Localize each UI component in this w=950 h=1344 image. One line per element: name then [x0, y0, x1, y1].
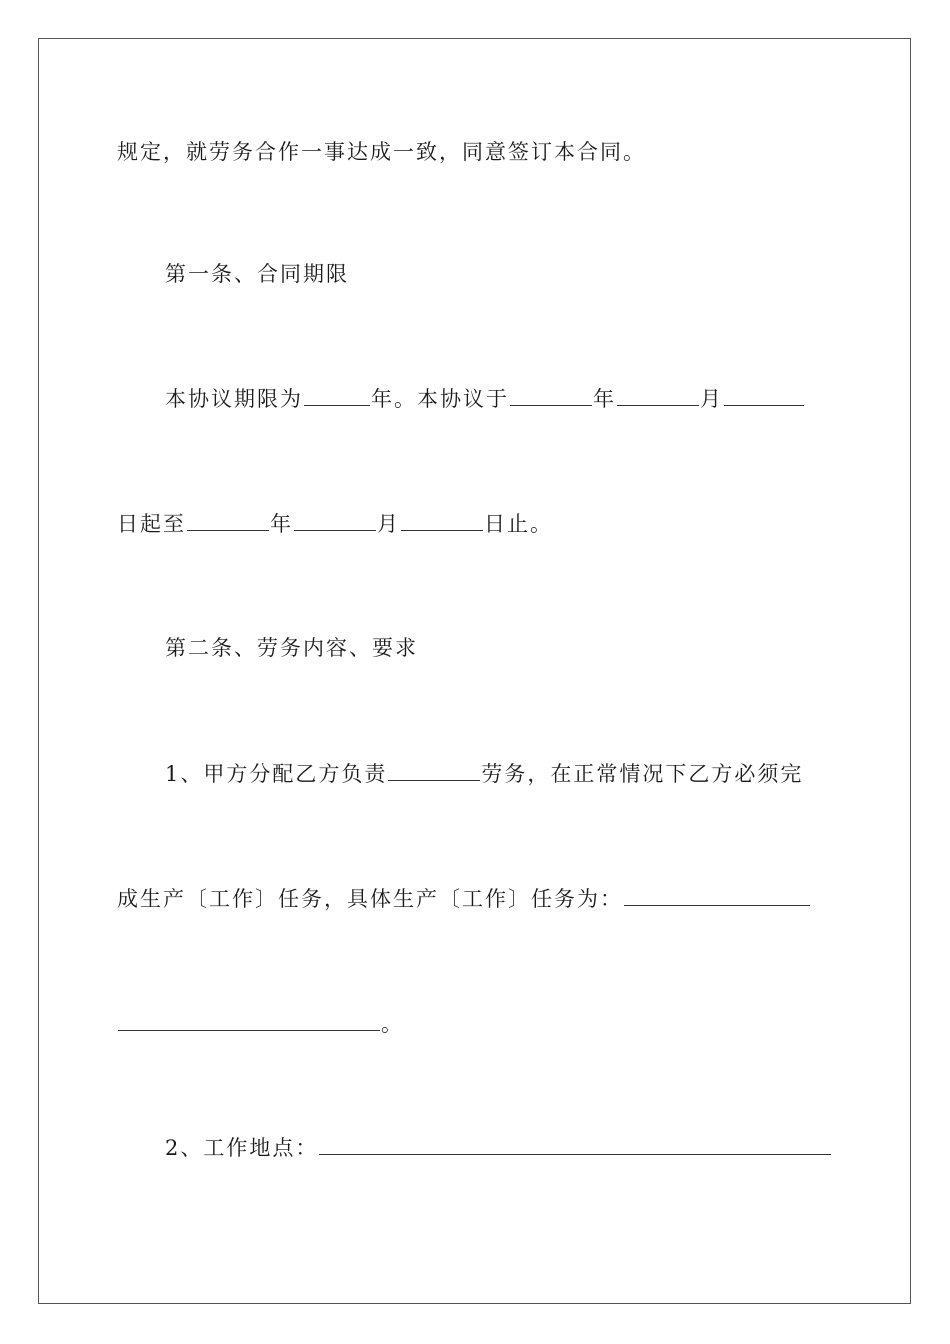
- year-label: 年: [593, 387, 616, 411]
- term-text-b: 年。本协议于: [371, 387, 509, 411]
- item-1-text-c: 成生产〔工作〕任务，具体生产〔工作〕任务为：: [117, 887, 623, 911]
- paragraph-intro: [117, 138, 646, 166]
- task-description-blank[interactable]: [624, 885, 810, 906]
- item-1-line-3: [117, 1010, 404, 1038]
- end-month-blank[interactable]: [294, 510, 376, 531]
- term-paragraph: [165, 385, 805, 413]
- end-day-blank[interactable]: [401, 510, 483, 531]
- end-year-blank[interactable]: [187, 510, 269, 531]
- start-year-blank[interactable]: [510, 385, 592, 406]
- item-1-text-a: 1、甲方分配乙方负责: [165, 762, 388, 786]
- month-label-2: 月: [377, 512, 400, 536]
- day-start-label: 日起至: [117, 512, 186, 536]
- start-day-blank[interactable]: [724, 385, 804, 406]
- term-text-a: 本协议期限为: [165, 387, 303, 411]
- intro-text: 规定，就劳务合作一事达成一致，同意签订本合同。: [117, 140, 646, 164]
- day-end-label: 日止。: [484, 512, 553, 536]
- month-label: 月: [700, 387, 723, 411]
- term-end-line: [117, 510, 553, 538]
- work-location-blank[interactable]: [319, 1134, 831, 1155]
- item-1-line-2: [117, 885, 811, 913]
- page-border: [38, 38, 911, 1304]
- start-month-blank[interactable]: [617, 385, 699, 406]
- item-1-line-1: [165, 760, 803, 788]
- item-2-line: [165, 1134, 832, 1162]
- labor-type-blank[interactable]: [388, 760, 480, 781]
- task-description-continued-blank[interactable]: [118, 1010, 380, 1031]
- item-1-text-b: 劳务，在正常情况下乙方必须完: [481, 762, 804, 786]
- term-years-blank[interactable]: [304, 385, 370, 406]
- article-1-title: [165, 260, 349, 288]
- article-1-title-text: 第一条、合同期限: [165, 262, 349, 286]
- article-2-title: [165, 634, 418, 662]
- item-2-text: 2、工作地点：: [165, 1136, 319, 1160]
- period-mark: 。: [381, 1012, 404, 1036]
- year-label-2: 年: [270, 512, 293, 536]
- article-2-title-text: 第二条、劳务内容、要求: [165, 636, 418, 660]
